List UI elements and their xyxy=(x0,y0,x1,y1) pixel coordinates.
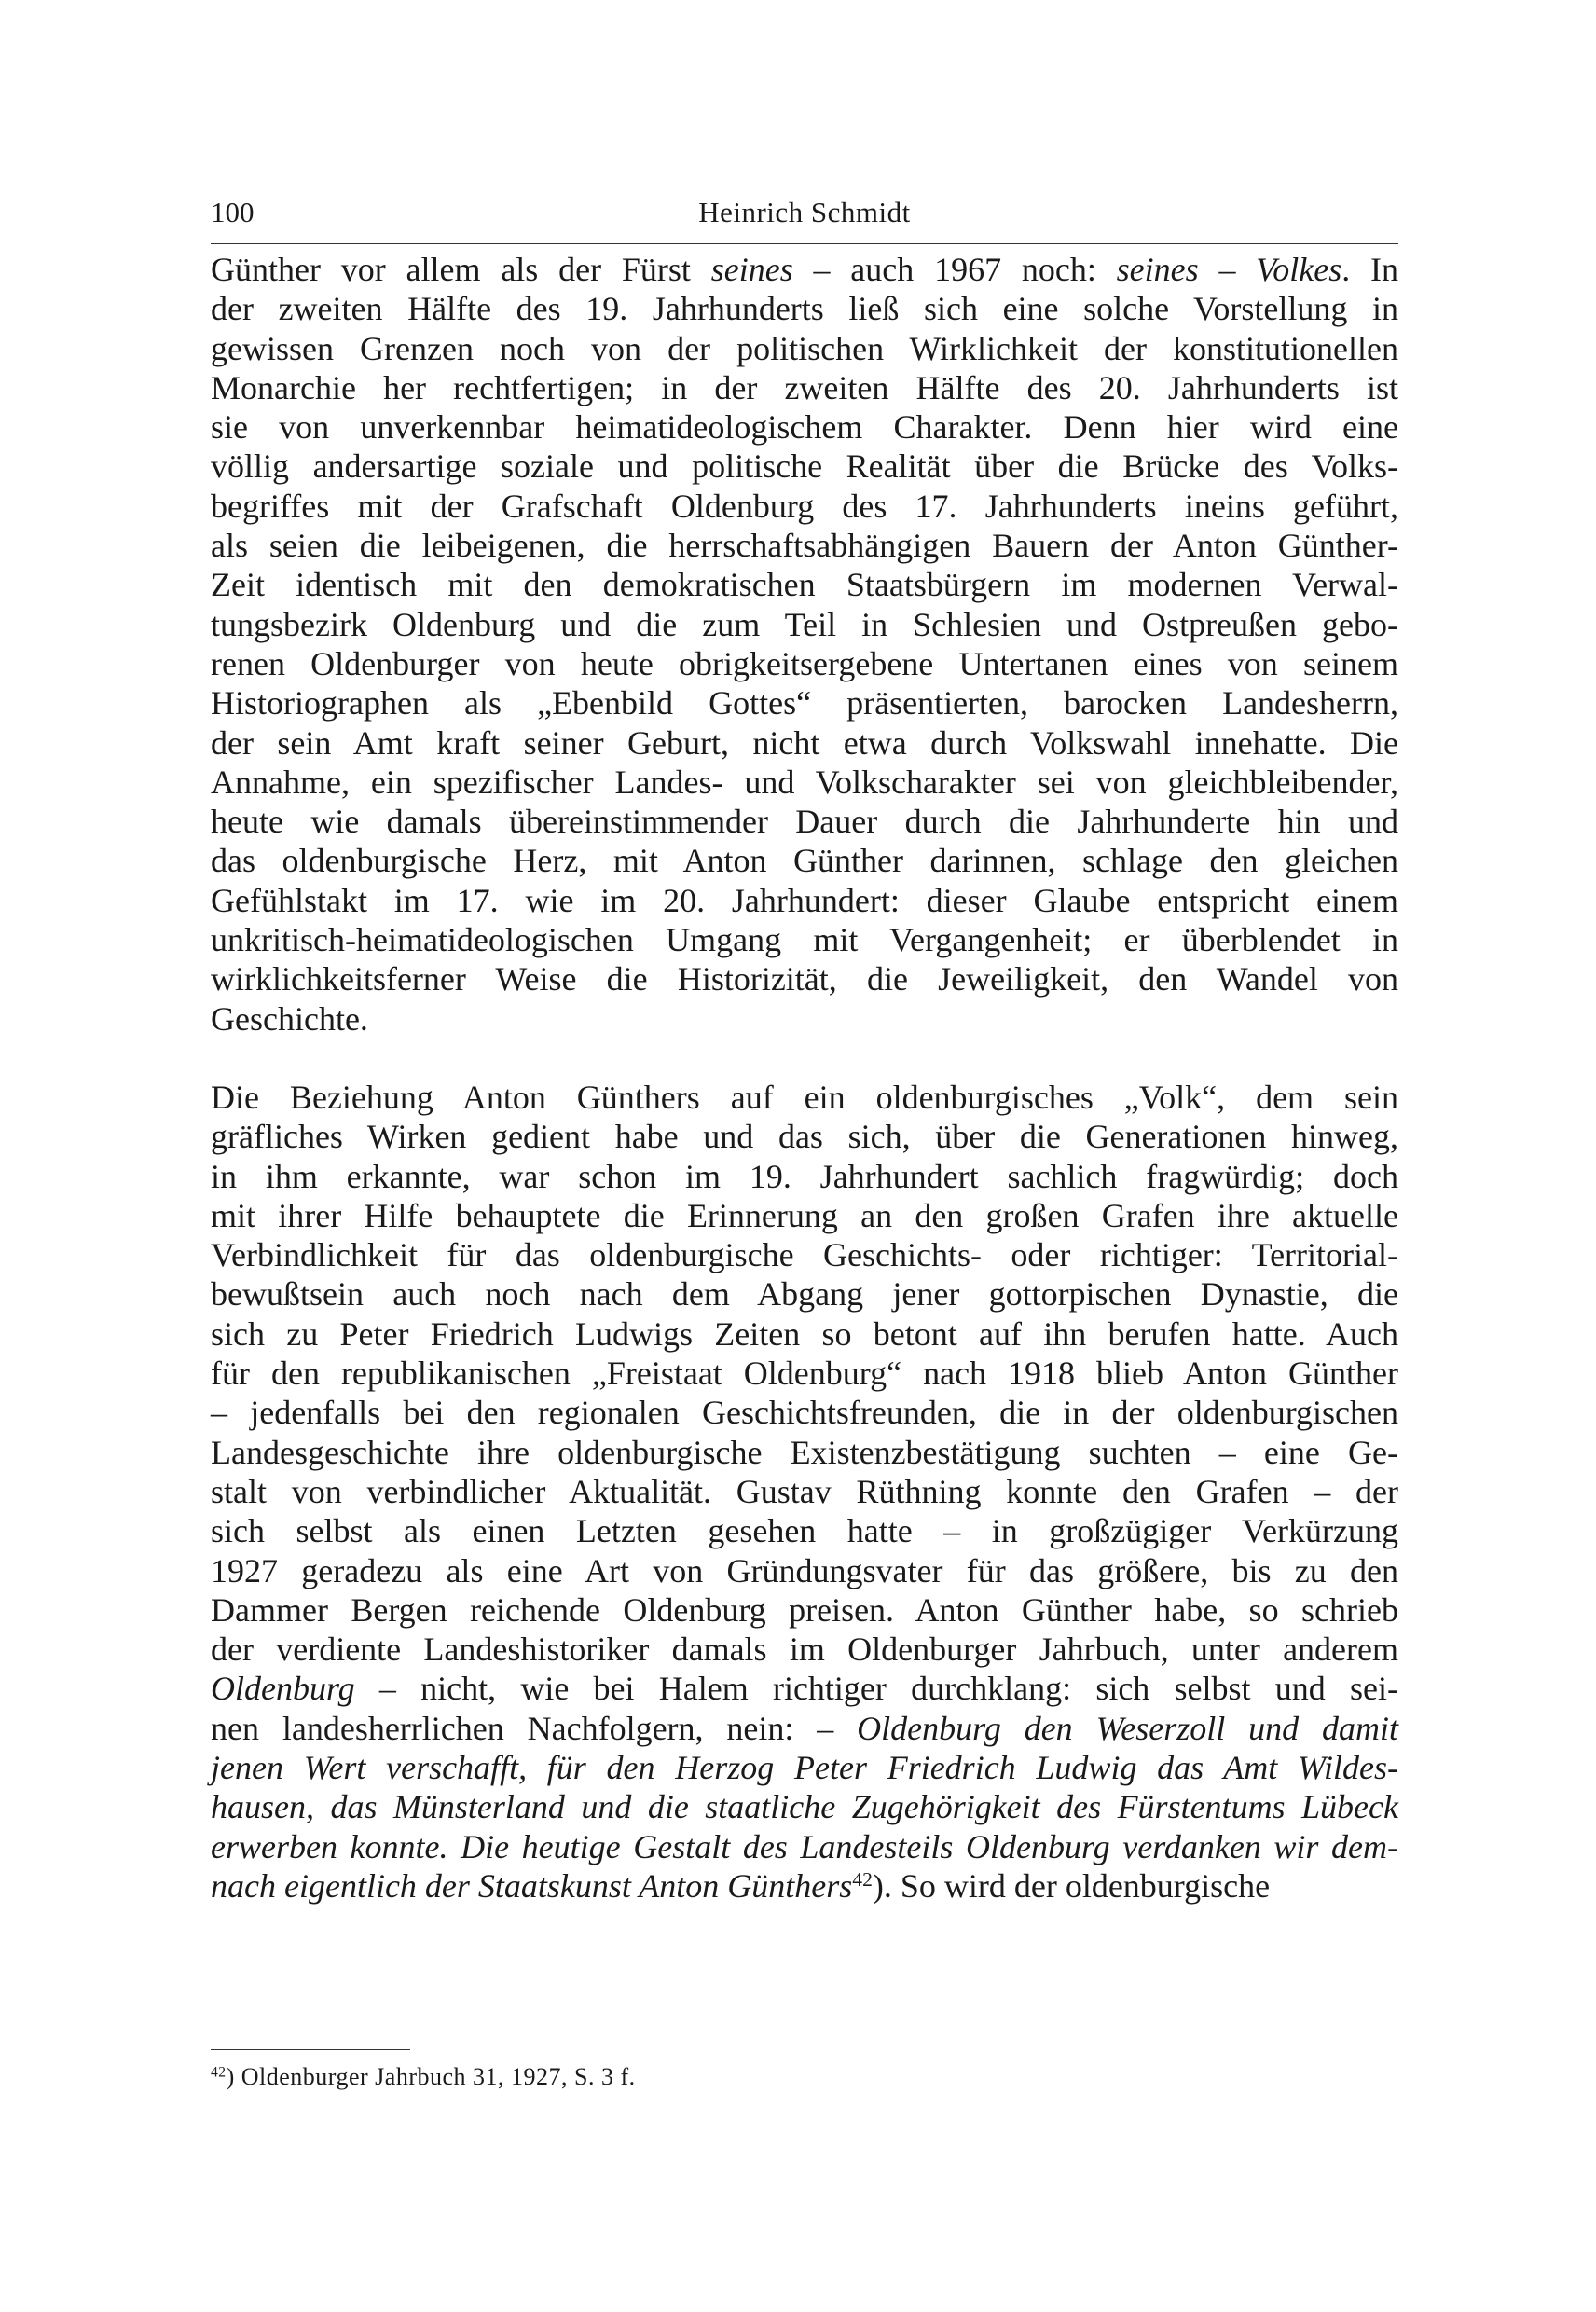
text-line: jenen Wert verschafft, für den Herzog Peter Friedrich Ludwig das Amt Wildes- xyxy=(211,1748,1398,1786)
text-line: nach eigentlich der Staatskunst Anton Günthers$^{42}$). So wird der oldenburgische xyxy=(211,1866,1271,1905)
paragraph xyxy=(211,250,1398,1039)
text-line: sich zu Peter Friedrich Ludwigs Zeiten so betont auf ihn berufen hatte. Auch xyxy=(211,1314,1398,1353)
text-line: Annahme, ein spezifischer Landes- und Volkscharakter sei von gleichbleibender, xyxy=(211,763,1398,801)
text-line: wirklichkeitsferner Weise die Historizität, die Jeweiligkeit, den Wandel von xyxy=(211,960,1398,998)
text-line: für den republikanischen „Freistaat Oldenburg“ nach 1918 blieb Anton Günther xyxy=(211,1355,1398,1393)
text-line: Landesgeschichte ihre oldenburgische Existenzbestätigung suchten – eine Ge- xyxy=(211,1433,1398,1471)
text-line: der verdiente Landeshistoriker damals im Oldenburger Jahrbuch, unter anderem xyxy=(211,1631,1398,1669)
text-line: sie von unverkennbar heimatideologischem Charakter. Denn hier wird eine xyxy=(211,408,1398,447)
body-text xyxy=(211,250,1398,1906)
paragraph-gap xyxy=(211,1039,1398,1078)
text-line: Die Beziehung Anton Günthers auf ein oldenburgisches „Volk“, dem sein xyxy=(211,1078,1398,1116)
paragraph xyxy=(211,1078,1398,1906)
page-number: 100 xyxy=(211,196,255,228)
text-line: Dammer Bergen reichende Oldenburg preisen. Anton Günther habe, so schrieb xyxy=(211,1590,1398,1629)
footnote-rule xyxy=(211,2049,410,2050)
text-line: völlig andersartige soziale und politische Realität über die Brücke des Volks- xyxy=(211,447,1398,486)
text-line: stalt von verbindlicher Aktualität. Gustav Rüthning konnte den Grafen – der xyxy=(211,1472,1398,1510)
text-line: Verbindlichkeit für das oldenburgische Geschichts- oder richtiger: Territorial- xyxy=(211,1236,1398,1274)
text-line: der zweiten Hälfte des 19. Jahrhunderts ließ sich eine solche Vorstellung in xyxy=(211,290,1398,328)
text-line: – jedenfalls bei den regionalen Geschichtsfreunden, die in der oldenburgischen xyxy=(211,1394,1398,1432)
text-line: unkritisch-heimatideologischen Umgang mit Vergangenheit; er überblendet in xyxy=(211,921,1398,959)
text-line: der sein Amt kraft seiner Geburt, nicht etwa durch Volkswahl innehatte. Die xyxy=(211,723,1398,762)
text-line: Oldenburg – nicht, wie bei Halem richtiger durchklang: sich selbst und sei- xyxy=(211,1670,1398,1708)
text-line: sich selbst als einen Letzten gesehen hatte – in großzügiger Verkürzung xyxy=(211,1512,1398,1550)
text-line: Historiographen als „Ebenbild Gottes“ präsentierten, barocken Landesherrn, xyxy=(211,684,1398,722)
text-line: Zeit identisch mit den demokratischen Staatsbürgern im modernen Verwal- xyxy=(211,566,1398,604)
text-line: mit ihrer Hilfe behauptete die Erinnerung an den großen Grafen ihre aktuelle xyxy=(211,1196,1398,1234)
text-line: tungsbezirk Oldenburg und die zum Teil in Schlesien und Ostpreußen gebo- xyxy=(211,605,1398,643)
text-line: als seien die leibeigenen, die herrschaftsabhängigen Bauern der Anton Günther- xyxy=(211,527,1398,565)
text-line: hausen, das Münsterland und die staatliche Zugehörigkeit des Fürstentums Lübeck xyxy=(211,1788,1398,1826)
header-rule xyxy=(211,243,1398,244)
text-line: begriffes mit der Grafschaft Oldenburg des 17. Jahrhunderts ineins geführt, xyxy=(211,487,1398,525)
text-line: erwerben konnte. Die heutige Gestalt des Landesteils Oldenburg verdanken wir dem- xyxy=(211,1827,1398,1865)
text-line: Monarchie her rechtfertigen; in der zweiten Hälfte des 20. Jahrhunderts ist xyxy=(211,368,1398,406)
text-line: nen landesherrlichen Nachfolgern, nein: – Oldenburg den Weserzoll und damit xyxy=(211,1709,1398,1747)
text-line: gewissen Grenzen noch von der politischen Wirklichkeit der konstitutionellen xyxy=(211,329,1398,367)
text-line: 1927 geradezu als eine Art von Gründungsvater für das größere, bis zu den xyxy=(211,1551,1398,1590)
text-line: Gefühlstakt im 17. wie im 20. Jahrhundert: dieser Glaube entspricht einem xyxy=(211,881,1398,919)
text-line: renen Oldenburger von heute obrigkeitsergebene Untertanen eines von seinem xyxy=(211,644,1398,682)
text-line: in ihm erkannte, war schon im 19. Jahrhundert sachlich fragwürdig; doch xyxy=(211,1157,1398,1195)
text-line: das oldenburgische Herz, mit Anton Günther darinnen, schlage den gleichen xyxy=(211,842,1398,880)
running-head: Heinrich Schmidt xyxy=(698,196,911,228)
text-line: Geschichte. xyxy=(211,999,368,1038)
footnote-text: ) Oldenburger Jahrbuch 31, 1927, S. 3 f. xyxy=(226,2063,636,2090)
page-header xyxy=(211,190,1398,235)
footnote-marker: 42 xyxy=(211,2064,227,2081)
footnote xyxy=(211,2058,1398,2096)
text-line: bewußtsein auch noch nach dem Abgang jener gottorpischen Dynastie, die xyxy=(211,1275,1398,1314)
text-line: gräfliches Wirken gedient habe und das sich, über die Generationen hinweg, xyxy=(211,1118,1398,1156)
text-line: heute wie damals übereinstimmender Dauer durch die Jahrhunderte hin und xyxy=(211,803,1398,841)
text-line: Günther vor allem als der Fürst seines – auch 1967 noch: seines – Volkes. In xyxy=(211,251,1399,288)
